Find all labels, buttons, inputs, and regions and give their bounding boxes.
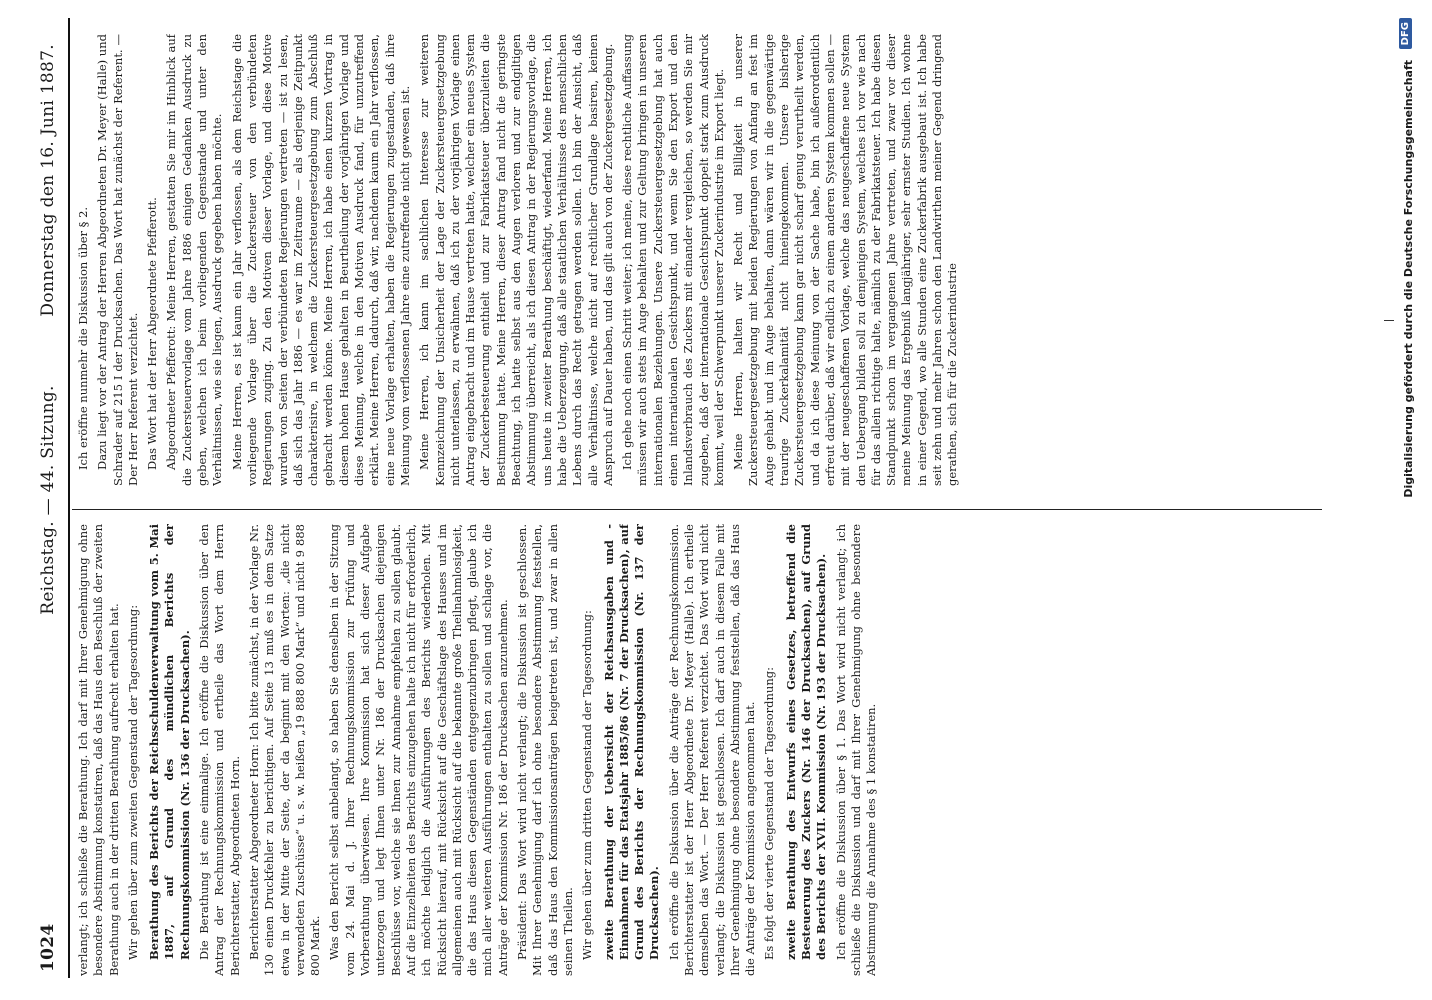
paragraph: verlangt; ich schließe die Berathung. Ich darf mit Ihrer Genehmigung ohne besondere Abstimmung konstatiren, daß das Haus den Beschluß der zweiten Berathung auch in der dritten Berathung aufrecht erhalten hat. bbox=[76, 524, 121, 976]
agenda-heading: Berathung des Berichts der Reichsschuldenverwaltung vom 5. Mai 1887, auf Grund des mündlichen Berichts der Rechnungskommission (Nr. 136 der Drucksachen). bbox=[147, 524, 192, 960]
paragraph: Ich eröffne die Diskussion über die Anträge der Rechnungskommission. Berichterstatter ist der Herr Abgeordnete Dr. Meyer (Halle). Ich ertheile demselben das Wort. — Der Herr Referent verzichtet. Das Wort wird nicht verlangt; die Diskussion ist geschlossen. Ich darf auch in diesem Falle mit Ihrer Genehmigung ohne besondere Abstimmung feststellen, daß das Haus die Anträge der Kommission angenommen hat. bbox=[666, 524, 758, 976]
paragraph: Abgeordneter Pfefferott: Meine Herren, gestatten Sie mir im Hinblick auf die Zuckersteuervorlage vom Jahre 1886 einigen Gedanken Ausdruck zu geben, welchen ich beim vorliegenden Gegenstande und unter den Verhältnissen, wie sie liegen, Ausdruck gegeben haben möchte. bbox=[164, 34, 225, 486]
paragraph: Berichterstatter Abgeordneter Horn: Ich bitte zunächst, in der Vorlage Nr. 130 einen Druckfehler zu berichtigen. Auf Seite 13 muß es in dem Satze etwa in der Mitte der Seite, der da beginnt mit den Worten: „die nicht verwendeten Zuschüsse“ u. s. w. heißen „19 888 800 Mark“ und nicht 9 888 800 Mark. bbox=[246, 524, 323, 976]
paragraph: Wir gehen über zum zweiten Gegenstand der Tagesordnung: bbox=[125, 604, 140, 960]
dfg-logo: DFG bbox=[1399, 18, 1412, 49]
page-number: 1024 bbox=[38, 923, 58, 972]
paragraph: Meine Herren, es ist kaum ein Jahr verflossen, als dem Reichstage die vorliegende Vorlage über die Zuckersteuer von den verbündeten Regierungen zuging. Zu den Motiven dieser Vorlage, und diese Motive wurden von Seiten der verbündeten Regierungen vertreten — ist zu lesen, daß sich das Jahr 1886 — es war im Zeitraume — als derjenige Zeitpunkt charakterisire, in welchem die Zuckersteuergesetzgebung zum Abschluß gebracht werden könne. Meine Herren, ich habe einen kurzen Vortrag in diesem hohen Hause gehalten in Beurtheilung der vorjährigen Vorlage und diese Meinung, welche in den Motiven Ausdruck fand, für unzutreffend erklärt. Meine Herren, dadurch, daß wir, nachdem kaum ein Jahr verflossen, eine neue Vorlage erhalten, haben die Regierungen zugestanden, daß ihre Meinung vom verflossenen Jahre eine zutreffende nicht gewesen ist. bbox=[229, 34, 412, 486]
running-title: Reichstag. — 44. Sitzung. bbox=[38, 385, 58, 615]
left-column bbox=[76, 524, 1316, 976]
column-divider bbox=[72, 509, 1322, 510]
session-date: Donnerstag den 16. Juni 1887. bbox=[38, 44, 58, 317]
paragraph: Wir gehen über zum dritten Gegenstand der Tagesordnung: bbox=[580, 610, 595, 960]
paragraph: Was den Bericht selbst anbelangt, so haben Sie denselben in der Sitzung vom 24. Mai d. J. Ihrer Rechnungskommission zur Prüfung und Vorberathung überwiesen. Ihre Kommission hat sich dieser Aufgabe unterzogen und legt Ihnen unter Nr. 186 der Drucksachen diejenigen Beschlüsse vor, welche sie Ihnen zur Annahme empfehlen zu sollen glaubt. Auf die Einzelheiten des Berichts einzugehen halte ich nicht für erforderlich, ich möchte lediglich die Ausführungen des Berichts wiederholen. Mit Rücksicht hierauf, mit Rücksicht auf die Geschäftslage des Hauses und im allgemeinen auch mit Rücksicht auf die bekannte große Theilnahmlosigkeit, die das Haus diesen Gegenständen entgegenzubringen pflegt, glaube ich mich aller weiteren Ausführungen enthalten zu sollen und schlage vor, die Anträge der Kommission Nr. 186 der Drucksachen anzunehmen. bbox=[327, 524, 510, 976]
footer-tick bbox=[1384, 320, 1394, 321]
agenda-heading: zweite Berathung der Uebersicht der Reichsausgaben und -Einnahmen für das Etatsjahr 1885/86 (Nr. 7 der Drucksachen), auf Grund des Berichts der Rechnungskommission (Nr. 137 der Drucksachen). bbox=[601, 524, 662, 960]
page-header bbox=[30, 0, 68, 1000]
paragraph: Präsident: Das Wort wird nicht verlangt; die Diskussion ist geschlossen. Mit Ihrer Genehmigung darf ich ohne besondere Abstimmung feststellen, daß das Haus den Kommissionsanträgen beigetreten ist, und zwar in allen seinen Theilen. bbox=[515, 524, 575, 976]
right-column bbox=[76, 34, 1316, 486]
paragraph: Meine Herren, halten wir Recht und Billigkeit in unserer Zuckersteuergesetzgebung mit beiden Regierungen von Anfang an fest im Auge gehabt und im Auge behalten, dann wären wir in die gegenwärtige traurige Zuckerkalamität nicht hineingekommen. Unsere bisherige Zuckersteuergesetzgebung kann gar nicht scharf genug verurtheilt werden, und da ich diese Meinung von der Sache habe, bin ich außerordentlich erfreut darüber, daß wir endlich zu einem anderen System kommen sollen — mit der neugeschaffenen Vorlage, welche das neugeschaffene neue System den Uebergang bilden soll zu demjenigen System, welches ich vor wie nach für das allein richtige halte, nämlich zu der Fabrikatsteuer. Ich habe diesen Standpunkt schon im vergangenen Jahre vertreten, und zwar vor dieser meine Meinung das Ergebniß langjähriger, sehr ernster Studien. Ich wohne in einer Gegend, wo alle Stunden eine Zuckerfabrik ausgebaut ist. Ich habe seit zehn und mehr Jahren schon den Landwirthen meiner Gegend dringend gerathen, sich für die Zuckerindustrie bbox=[731, 34, 960, 486]
paragraph: Ich gehe noch einen Schritt weiter; ich meine, diese rechtliche Auffassung müssen wir auch stets im Auge behalten und zur Geltung bringen in unseren internationalen Beziehungen. Unsere Zuckersteuergesetzgebung hat auch einen internationalen Gesichtspunkt, und wenn Sie den Export und den Inlandsverbrauch des Zuckers mit einander vergleichen, so werden Sie mir zugeben, daß der internationale Gesichtspunkt doppelt stark zum Ausdruck kommt, weil der Schwerpunkt unserer Zuckerindustrie im Export liegt. bbox=[620, 34, 726, 486]
paragraph: Es folgt der vierte Gegenstand der Tagesordnung: bbox=[762, 667, 777, 960]
paragraph: Die Berathung ist eine einmalige. Ich eröffne die Diskussion über den Antrag der Rechnungskommission und ertheile das Wort dem Herrn Berichterstatter, Abgeordneten Horn. bbox=[197, 524, 242, 976]
digitization-footer bbox=[1398, 0, 1420, 1000]
paragraph: Das Wort hat der Herr Abgeordnete Pfefferott. bbox=[145, 197, 160, 470]
paragraph: Ich eröffne die Diskussion über § 1. Das Wort wird nicht verlangt; ich schließe die Diskussion und darf mit Ihrer Genehmigung ohne besondere Abstimmung die Annahme des § 1 konstatiren. bbox=[833, 524, 879, 976]
paragraph: Dazu liegt vor der Antrag der Herren Abgeordneten Dr. Meyer (Halle) und Schrader auf 215 I der Drucksachen. Das Wort hat zunächst der Referent. — Der Herr Referent verzichtet. bbox=[95, 34, 140, 486]
footer-credit: Digitalisierung gefördert durch die Deutsche Forschungsgemeinschaft bbox=[1402, 60, 1415, 498]
paragraph: Meine Herren, ich kann im sachlichen Interesse zur weiteren Kennzeichnung der Unsicherheit der Lage der Zuckersteuergesetzgebung nicht unterlassen, zu erwähnen, daß ich zu der vorjährigen Vorlage einen Antrag eingebracht und im Hause vertreten hatte, welcher ein neues System der Zuckerbesteuerung enthielt und zur Fabrikatsteuer überzuleiten die Bestimmung hatte. Meine Herren, dieser Antrag fand nicht die geringste Beachtung, ich hatte selbst aus den Augen verloren und zur endgiltigen Abstimmung überreicht, als ich diesen Antrag in der Regierungsvorlage, die uns heute in zweiter Berathung beschäftigt, wiederfand. Meine Herren, ich habe die Ueberzeugung, daß alle staatlichen Verhältnisse des menschlichen Lebens durch das Recht getragen werden sollen. Ich bin der Ansicht, daß alle Verhältnisse, welche nicht auf rechtlicher Grundlage basiren, keinen Anspruch auf Dauer haben, und das gilt auch von der Zuckergesetzgebung. bbox=[417, 34, 615, 486]
agenda-heading: zweite Berathung des Entwurfs eines Gesetzes, betreffend die Besteuerung des Zuckers (Nr. 146 der Drucksachen), auf Grund des Berichts der XVII. Kommission (Nr. 193 der Drucksachen). bbox=[783, 524, 829, 960]
header-rule bbox=[68, 18, 70, 978]
paragraph: Ich eröffne nunmehr die Diskussion über § 2. bbox=[76, 206, 90, 470]
